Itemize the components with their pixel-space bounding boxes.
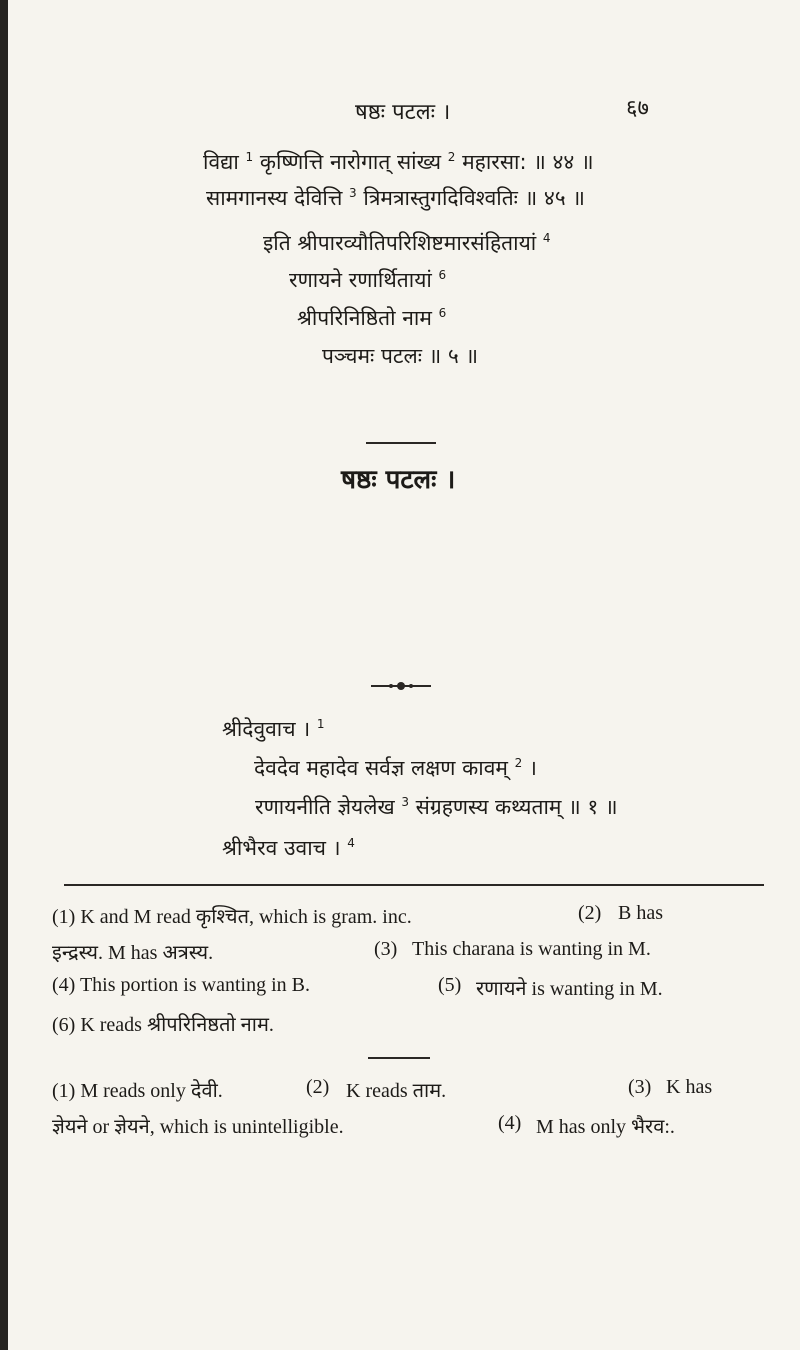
footnote-mark: 6: [438, 268, 447, 282]
footnote-text: K has: [666, 1076, 713, 1098]
footnote-number: (5): [438, 974, 462, 996]
footnote-mark: 2: [447, 150, 456, 164]
footnote-text: This charana is wanting in M.: [412, 938, 651, 960]
footnote-text: M reads only देवी.: [80, 1080, 223, 1102]
footnote-text: ज्ञेयने or ज्ञेयने, which is unintelligible.: [52, 1116, 344, 1138]
footnote-mark: 1: [316, 717, 325, 731]
footnote-row: [52, 1112, 772, 1139]
footnote-number: (2): [578, 902, 602, 924]
chapter-title: षष्ठः पटलः ।: [341, 465, 456, 495]
colophon-text: श्रीपरिनिष्ठितो नाम: [297, 306, 432, 330]
footnote-number: (4): [52, 974, 76, 996]
footnote-number: (3): [374, 938, 398, 960]
footnote-text: B has: [618, 902, 663, 924]
footnote-number: (6): [52, 1014, 76, 1036]
footnote-row: [52, 974, 772, 1000]
footnote-row: [52, 1076, 772, 1103]
verse-text: विद्या: [203, 150, 239, 174]
verse-text: संग्रहणस्य कथ्यताम् ॥ १ ॥: [415, 795, 618, 819]
footnote-mark: 3: [349, 186, 357, 200]
speaker-line: [222, 834, 355, 862]
speaker-text: श्रीदेवुवाच ।: [222, 717, 311, 741]
verse-text: देवदेव महादेव सर्वज्ञ लक्षण कावम्: [254, 756, 508, 780]
footnote-rule: [64, 884, 764, 886]
footnote-number: (1): [52, 906, 76, 928]
speaker-line: [222, 715, 325, 743]
colophon-text: इति श्रीपारव्यौतिपरिशिष्टमारसंहितायां: [263, 231, 537, 255]
running-header-title: षष्ठः पटलः ।: [355, 100, 451, 125]
verse-line: [203, 148, 594, 176]
footnote-number: (4): [498, 1112, 522, 1134]
footnote-text: रणायने is wanting in M.: [476, 978, 663, 1000]
verse-text: सामगानस्य देवित्ति: [206, 186, 343, 210]
verse-text: कृष्णित्ति नारोगात् सांख्य: [259, 150, 442, 174]
footnote-text: M has only भैरव:.: [536, 1116, 675, 1138]
footnote-row: [52, 938, 772, 965]
verse-text: महारसा: ॥ ४४ ॥: [462, 150, 594, 174]
page-number: ६७: [626, 96, 649, 121]
verse-text: रणायनीति ज्ञेयलेख: [255, 795, 395, 819]
colophon-text: रणायने रणार्थितायां: [289, 268, 432, 292]
footnote-mark: 1: [245, 150, 254, 164]
footnote-text: K reads श्रीपरिनिष्ठतो नाम.: [80, 1014, 274, 1036]
verse-line: [206, 184, 585, 212]
speaker-text: श्रीभैरव उवाच ।: [222, 836, 341, 860]
footnote-number: (2): [306, 1076, 330, 1098]
verse-text: त्रिमत्रास्तुगदिविश्वतिः ॥ ४५ ॥: [363, 186, 585, 210]
footnote-text: This portion is wanting in B.: [79, 974, 310, 996]
footnote-mark: 2: [514, 756, 523, 770]
footnote-text: K and M read कृश्चित, which is gram. inc.: [80, 906, 412, 928]
section-divider: [366, 442, 436, 444]
footnote-number: (1): [52, 1080, 76, 1102]
ornament-divider: [371, 680, 431, 692]
verse-line: [254, 754, 537, 782]
footnote-divider: [368, 1057, 430, 1059]
colophon-line: [289, 266, 446, 294]
footnote-mark: 4: [347, 836, 355, 850]
colophon-line: पञ्चमः पटलः ॥ ५ ॥: [322, 344, 479, 368]
colophon-line: [263, 229, 551, 257]
colophon-line: [297, 304, 446, 332]
footnote-row: [52, 1010, 772, 1037]
footnote-mark: 3: [401, 795, 409, 809]
footnote-text: K reads ताम.: [346, 1080, 447, 1102]
verse-line: [255, 793, 618, 821]
footnote-mark: 6: [438, 306, 447, 320]
footnote-number: (3): [628, 1076, 652, 1098]
footnote-mark: 4: [542, 231, 551, 245]
footnote-text: इन्द्रस्य. M has अत्रस्य.: [52, 942, 214, 964]
footnote-row: [52, 902, 772, 929]
verse-text: ।: [528, 756, 537, 780]
